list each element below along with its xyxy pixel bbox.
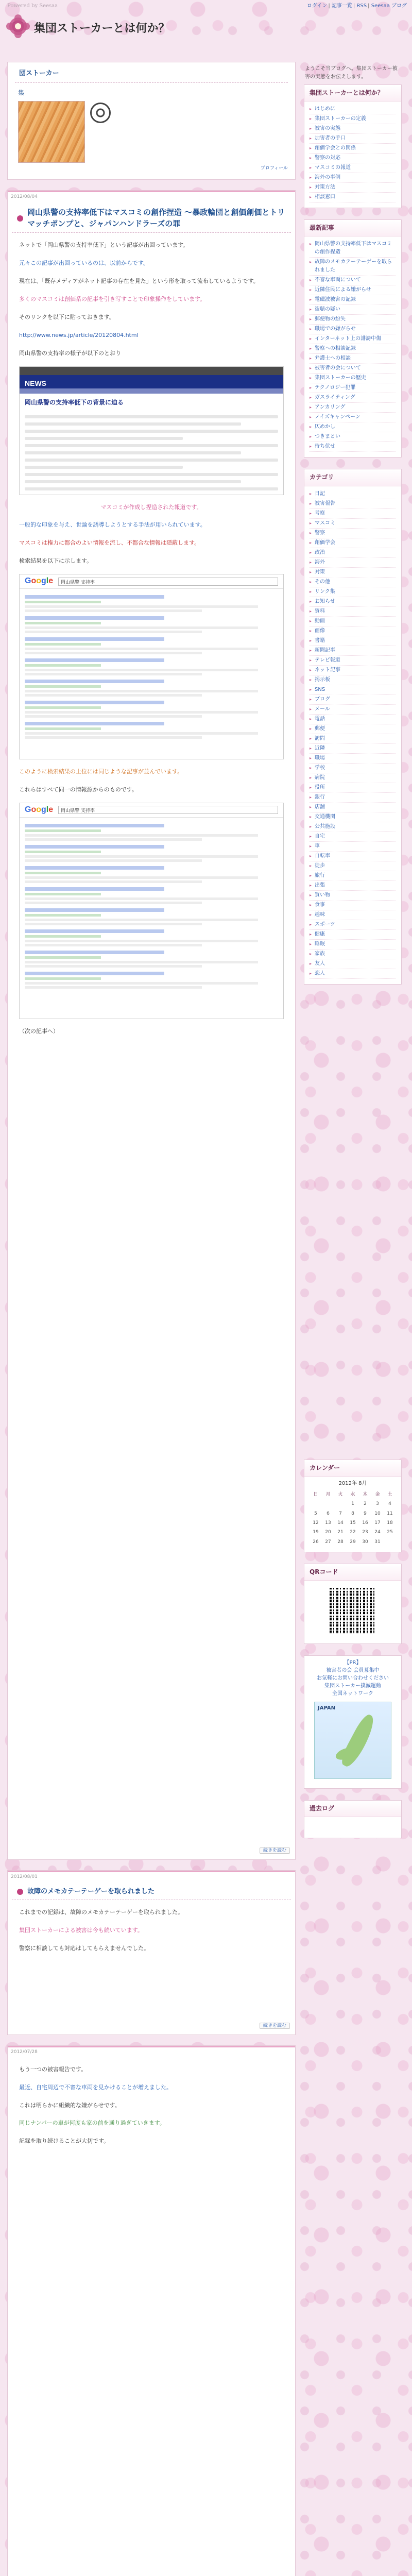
archive-heading: 過去ログ <box>304 1801 401 1817</box>
sidebar-link[interactable]: ▸ 車 <box>310 842 396 852</box>
sidebar-link[interactable]: ▸ 警察への相談記録 <box>310 344 396 354</box>
sidebar-link[interactable]: ▸ 買い物 <box>310 891 396 901</box>
post-title[interactable]: 故障のメモカテーテーゲーを取られました <box>27 1887 155 1895</box>
top-links: ログイン | 記事一覧 | RSS | Seesaa ブログ <box>306 3 407 9</box>
calendar-day[interactable]: 2 <box>364 1501 367 1507</box>
sidebar-link[interactable]: ▸ 店舗 <box>310 803 396 812</box>
sidebar-link[interactable]: ▸ 電話 <box>310 715 396 724</box>
sidebar-heading: カテゴリ <box>304 469 401 486</box>
sidebar-link[interactable]: ▸ 旅行 <box>310 871 396 881</box>
article-list-link[interactable]: 記事一覧 <box>331 3 352 9</box>
sidebar-link[interactable]: ▸ インターネット上の誹謗中傷 <box>310 334 396 344</box>
rss-link[interactable]: RSS <box>356 3 367 9</box>
calendar-day[interactable]: 12 <box>313 1520 319 1526</box>
calendar-weekday: 土 <box>387 1492 392 1497</box>
sidebar-link[interactable]: ▸ 訪問 <box>310 734 396 744</box>
post-paragraph: これは明らかに組織的な嫌がらせです。 <box>19 2102 121 2109</box>
calendar-box <box>304 1460 402 1553</box>
sidebar-link[interactable]: ▸ 郵便物の紛失 <box>310 315 396 325</box>
post-body <box>8 233 295 1844</box>
sidebar-link[interactable]: ▸ 盗聴の疑い <box>310 305 396 315</box>
sidebar-heading: 最新記事 <box>304 220 401 236</box>
calendar-day[interactable]: 6 <box>327 1511 330 1516</box>
sidebar-link[interactable]: ▸ 病院 <box>310 773 396 783</box>
calendar-day[interactable]: 14 <box>337 1520 344 1526</box>
sidebar-link[interactable]: ▸ 対策方法 <box>310 183 396 193</box>
sidebar-link[interactable]: ▸ 書籍 <box>310 636 396 646</box>
calendar-weekday: 木 <box>363 1492 368 1497</box>
sidebar-section <box>304 469 402 984</box>
sidebar-link[interactable]: ▸ 集団ストーカーの定義 <box>310 114 396 124</box>
post-paragraph: 現在は、「既存メディアがネット記事の存在を見た」という形を取って流布しているようです。 <box>19 278 259 285</box>
calendar-day[interactable]: 7 <box>339 1511 342 1516</box>
google-logo-icon: Google <box>25 805 54 815</box>
calendar-weekday: 金 <box>375 1492 380 1497</box>
calendar-day[interactable]: 1 <box>351 1501 354 1507</box>
post-entry <box>7 190 296 1860</box>
sidebar-link[interactable]: ▸ 加害者の手口 <box>310 134 396 144</box>
crest-icon <box>90 103 111 123</box>
main-column <box>7 62 296 2576</box>
calendar-day[interactable]: 19 <box>313 1530 319 1535</box>
sidebar-link[interactable]: ▸ 学校 <box>310 764 396 773</box>
post-paragraph: 同じナンバーの車が何度も家の前を通り過ぎていきます。 <box>19 2120 165 2127</box>
qr-heading: QRコード <box>304 1564 401 1581</box>
calendar-day <box>310 1499 322 1509</box>
news-subtitle: 岡山県警の支持率低下の背景に迫る <box>25 398 124 406</box>
sidebar-link[interactable]: ▸ 被害報告 <box>310 499 396 509</box>
search-screenshot <box>19 574 284 759</box>
post-entry <box>7 2045 296 2576</box>
sidebar-link[interactable]: ▸ 日記 <box>310 489 396 499</box>
calendar-day[interactable]: 22 <box>350 1530 356 1535</box>
sidebar-link[interactable]: ▸ 警察の対応 <box>310 154 396 163</box>
sidebar-link[interactable]: ▸ 郵便 <box>310 724 396 734</box>
calendar-day[interactable]: 3 <box>376 1501 379 1507</box>
sidebar-link[interactable]: ▸ 掲示板 <box>310 675 396 685</box>
sidebar-link[interactable]: ▸ 政治 <box>310 548 396 558</box>
calendar-day[interactable]: 27 <box>325 1539 331 1545</box>
post-paragraph: （次の記事へ） <box>19 1027 59 1035</box>
sidebar-link[interactable]: ▸ 恋人 <box>310 969 396 979</box>
calendar-day[interactable]: 13 <box>325 1520 331 1526</box>
sidebar-heading: 集団ストーカーとは何か？ <box>304 85 401 101</box>
sidebar-link[interactable]: ▸ 近隣 <box>310 744 396 754</box>
sidebar-link[interactable]: ▸ 趣味 <box>310 910 396 920</box>
calendar-weekday: 月 <box>325 1492 331 1497</box>
post-body <box>8 1900 295 2020</box>
sidebar-link[interactable]: ▸ 弁護士への相談 <box>310 354 396 364</box>
sidebar <box>304 62 402 1850</box>
calendar-day[interactable]: 8 <box>351 1511 354 1516</box>
sidebar-link[interactable]: ▸ 警察 <box>310 529 396 538</box>
post-paragraph: 警察に相談しても対応はしてもらえませんでした。 <box>19 1945 149 1952</box>
calendar-day[interactable]: 23 <box>362 1530 368 1535</box>
sidebar-link[interactable]: ▸ 待ち伏せ <box>310 442 396 452</box>
ad-line[interactable]: 被害者の会 会員募集中 <box>326 1668 380 1674</box>
profile-heading: 団ストーカー <box>15 67 288 83</box>
calendar-weekday: 水 <box>350 1492 355 1497</box>
post-date: 2012/08/04 <box>11 194 38 200</box>
post-body <box>8 2057 295 2576</box>
read-more-button[interactable]: 続きを読む <box>260 2023 290 2029</box>
calendar-day[interactable]: 20 <box>325 1530 331 1535</box>
calendar-day[interactable]: 9 <box>364 1511 367 1516</box>
bullet-icon <box>17 1889 23 1895</box>
calendar-heading: カレンダー <box>304 1460 401 1477</box>
sidebar-list <box>310 240 396 452</box>
sidebar-link[interactable]: ▸ 画像 <box>310 626 396 636</box>
post-entry <box>7 1870 296 2035</box>
post-date: 2012/07/28 <box>11 2049 38 2055</box>
calendar-day[interactable]: 26 <box>313 1539 319 1545</box>
ad-line[interactable]: お気軽にお問い合わせください <box>317 1675 389 1682</box>
site-title[interactable]: 集団ストーカーとは何か？ <box>34 22 170 35</box>
sidebar-link[interactable]: ▸ 近隣住民による嫌がらせ <box>310 285 396 295</box>
sidebar-link[interactable]: ▸ 相談窓口 <box>310 193 396 202</box>
search-screenshot <box>19 803 284 1019</box>
sidebar-link[interactable]: ▸ 不審な車両について <box>310 276 396 285</box>
profile-link[interactable]: プロフィール <box>260 165 288 171</box>
sidebar-link[interactable]: ▸ 集団ストーカーの歴史 <box>310 374 396 383</box>
sidebar-link[interactable]: ▸ 新聞記事 <box>310 646 396 656</box>
post-paragraph: マスコミが作成し捏造された報道です。 <box>100 503 202 511</box>
post-paragraph: ネットで「岡山県警の支持率低下」という記事が出回っています。 <box>19 242 189 249</box>
sidebar-link[interactable]: ▸ 友人 <box>310 959 396 969</box>
seesaa-blog-link[interactable]: Seesaa ブログ <box>371 3 407 9</box>
post-paragraph: 最近、自宅周辺で不審な車両を見かけることが増えました。 <box>19 2083 172 2091</box>
calendar-month: 2012年 8月 <box>338 1480 367 1486</box>
sidebar-link[interactable]: ▸ 被害者の会について <box>310 364 396 374</box>
ad-line[interactable]: 全国ネットワーク <box>332 1691 373 1697</box>
calendar-day[interactable]: 24 <box>374 1530 381 1535</box>
sidebar-link[interactable]: ▸ 対策 <box>310 568 396 578</box>
post-paragraph: これまでの記録は、故障のメモカテーテーゲーを取られました。 <box>19 1909 183 1916</box>
search-query: 岡山県警 支持率 <box>58 578 278 586</box>
sidebar-link[interactable]: ▸ リンク集 <box>310 587 396 597</box>
post-paragraph: 検索結果を以下に示します。 <box>19 557 93 565</box>
sidebar-link[interactable]: ▸ 職場 <box>310 754 396 764</box>
post-paragraph: もう一つの被害報告です。 <box>19 2065 87 2073</box>
sidebar-section <box>304 84 402 208</box>
map-label: JAPAN <box>318 1705 335 1711</box>
sidebar-link[interactable]: ▸ テクノロジー犯罪 <box>310 383 396 393</box>
post-title[interactable]: 岡山県警の支持率低下はマスコミの創作捏造 ～暴政輪団と創価創価とトリマッチポンプと、ジャパンハンドラーズの罪 <box>27 207 285 228</box>
post-title-bar <box>12 1884 291 1901</box>
post-external-link[interactable]: http://www.news.jp/article/20120804.html <box>19 331 139 338</box>
post-paragraph: そのリンクを以下に貼っておきます。 <box>19 313 115 320</box>
calendar-day[interactable]: 15 <box>350 1520 356 1526</box>
qr-box <box>304 1564 402 1644</box>
calendar-day[interactable]: 21 <box>337 1530 344 1535</box>
archive-box <box>304 1800 402 1838</box>
sidebar-link[interactable]: ▸ 故障のメモカテーテーゲーを取られました <box>310 258 396 276</box>
post-paragraph: マスコミは権力に都合のよい情報を流し、不都合な情報は隠蔽します。 <box>19 539 200 547</box>
sidebar-link[interactable]: ▸ アンカリング <box>310 403 396 413</box>
post-caption: 岡山県警の支持率の様子が以下のとおり <box>19 349 121 357</box>
sidebar-link[interactable]: ▸ 役所 <box>310 783 396 793</box>
sidebar-link[interactable]: ▸ 創価学会との関係 <box>310 144 396 154</box>
calendar-day[interactable]: 10 <box>374 1511 381 1516</box>
sidebar-list <box>310 105 396 202</box>
sidebar-link[interactable]: ▸ 睡眠 <box>310 940 396 950</box>
sidebar-link[interactable]: ▸ 家族 <box>310 950 396 959</box>
profile-name: 集 <box>18 89 25 96</box>
japan-map-image[interactable] <box>314 1702 391 1779</box>
sidebar-link[interactable]: ▸ 交通機関 <box>310 812 396 822</box>
calendar-day[interactable]: 30 <box>362 1539 368 1545</box>
sidebar-link[interactable]: ▸ 動画 <box>310 617 396 626</box>
sidebar-link[interactable]: ▸ ネット記事 <box>310 666 396 675</box>
google-logo-icon: Google <box>25 577 54 586</box>
post-paragraph: 一般的な印象を与え、世論を誘導しようとする手法が用いられています。 <box>19 521 206 529</box>
sidebar-intro: ようこそ当ブログへ。集団ストーカー被害の実態をお伝えします。 <box>305 66 398 80</box>
sidebar-list <box>310 489 396 979</box>
sidebar-link[interactable]: ▸ 海外の事例 <box>310 173 396 183</box>
profile-box <box>7 62 296 180</box>
profile-image <box>18 101 85 163</box>
sidebar-link[interactable]: ▸ 電磁波被害の記録 <box>310 295 396 305</box>
sidebar-link[interactable]: ▸ 創価学会 <box>310 538 396 548</box>
sidebar-link[interactable]: ▸ 出張 <box>310 881 396 891</box>
ad-box <box>304 1655 402 1789</box>
calendar-day[interactable]: 29 <box>350 1539 356 1545</box>
post-title-bar <box>12 204 291 233</box>
calendar-day[interactable]: 5 <box>314 1511 317 1516</box>
sidebar-link[interactable]: ▸ マスコミ <box>310 519 396 529</box>
calendar-weekday: 日 <box>313 1492 318 1497</box>
ad-line[interactable]: 集団ストーカー撲滅運動 <box>324 1683 381 1689</box>
sidebar-link[interactable]: ▸ ブログ <box>310 695 396 705</box>
calendar-day <box>384 1537 396 1547</box>
post-paragraph: 集団ストーカーによる被害は今も続いています。 <box>19 1927 143 1934</box>
calendar-table <box>310 1490 396 1547</box>
sidebar-link[interactable]: ▸ 資料 <box>310 607 396 617</box>
news-logo: NEWS <box>20 375 283 388</box>
qr-code-image <box>330 1588 376 1634</box>
calendar-day[interactable]: 31 <box>374 1539 381 1545</box>
sidebar-link[interactable]: ▸ 銀行 <box>310 793 396 803</box>
sidebar-link[interactable]: ▸ 職場での嫌がらせ <box>310 325 396 334</box>
sidebar-link[interactable]: ▸ お知らせ <box>310 597 396 607</box>
calendar-day[interactable]: 18 <box>387 1520 393 1526</box>
sidebar-link[interactable]: ▸ マスコミの報道 <box>310 163 396 173</box>
calendar-day[interactable]: 25 <box>387 1530 393 1535</box>
sidebar-link[interactable]: ▸ 考察 <box>310 509 396 519</box>
post-paragraph: このように検索結果の上位には同じような記事が並んでいます。 <box>19 768 183 775</box>
calendar-day <box>322 1499 334 1509</box>
sidebar-link[interactable]: ▸ 自宅 <box>310 832 396 842</box>
calendar-day[interactable]: 17 <box>374 1520 381 1526</box>
powered-by: Powered by Seesaa <box>7 3 58 9</box>
sidebar-link[interactable]: ▸ 健康 <box>310 930 396 940</box>
post-paragraph: 元々この記事が出回っているのは、以前からです。 <box>19 260 149 267</box>
ad-line: 【PR】 <box>344 1660 362 1666</box>
post-date: 2012/08/01 <box>11 1874 38 1880</box>
sidebar-link[interactable]: ▸ ガスライティング <box>310 393 396 403</box>
sidebar-section <box>304 219 402 457</box>
post-paragraph: 多くのマスコミは創価系の記事を引き写すことで印象操作をしています。 <box>19 295 206 302</box>
sidebar-link[interactable]: ▸ 徒歩 <box>310 861 396 871</box>
flower-logo-icon <box>9 18 27 35</box>
sidebar-link[interactable]: ▸ メール <box>310 705 396 715</box>
sidebar-link[interactable]: ▸ SNS <box>310 685 396 695</box>
sidebar-link[interactable]: ▸ スポーツ <box>310 920 396 930</box>
sidebar-link[interactable]: ▸ その他 <box>310 578 396 587</box>
post-paragraph: これらはすべて同一の情報源からのものです。 <box>19 786 138 793</box>
sidebar-link[interactable]: ▸ 仄めかし <box>310 422 396 432</box>
calendar-day[interactable]: 16 <box>362 1520 368 1526</box>
post-paragraph: 記録を取り続けることが大切です。 <box>19 2138 110 2145</box>
calendar-weekday: 火 <box>338 1492 343 1497</box>
sidebar-link[interactable]: ▸ ノイズキャンペーン <box>310 413 396 422</box>
sidebar-link[interactable]: ▸ 公共施設 <box>310 822 396 832</box>
news-screenshot <box>19 366 284 495</box>
sidebar-link[interactable]: ▸ 岡山県警の支持率低下はマスコミの創作捏造 <box>310 240 396 258</box>
calendar-day[interactable]: 4 <box>388 1501 391 1507</box>
sidebar-link[interactable]: ▸ 食事 <box>310 901 396 910</box>
sidebar-link[interactable]: ▸ テレビ報道 <box>310 656 396 666</box>
read-more-button[interactable]: 続きを読む <box>260 1848 290 1854</box>
sidebar-link[interactable]: ▸ 自転車 <box>310 852 396 861</box>
sidebar-link[interactable]: ▸ 被害の実態 <box>310 124 396 134</box>
sidebar-link[interactable]: ▸ 海外 <box>310 558 396 568</box>
search-query: 岡山県警 支持率 <box>58 806 278 814</box>
sidebar-link[interactable]: ▸ つきまとい <box>310 432 396 442</box>
login-link[interactable]: ログイン <box>306 3 328 9</box>
calendar-day[interactable]: 11 <box>387 1511 393 1516</box>
bullet-icon <box>17 215 23 222</box>
sidebar-link[interactable]: ▸ はじめに <box>310 105 396 114</box>
calendar-day[interactable]: 28 <box>337 1539 344 1545</box>
calendar-day <box>334 1499 347 1509</box>
top-bar <box>0 0 412 11</box>
